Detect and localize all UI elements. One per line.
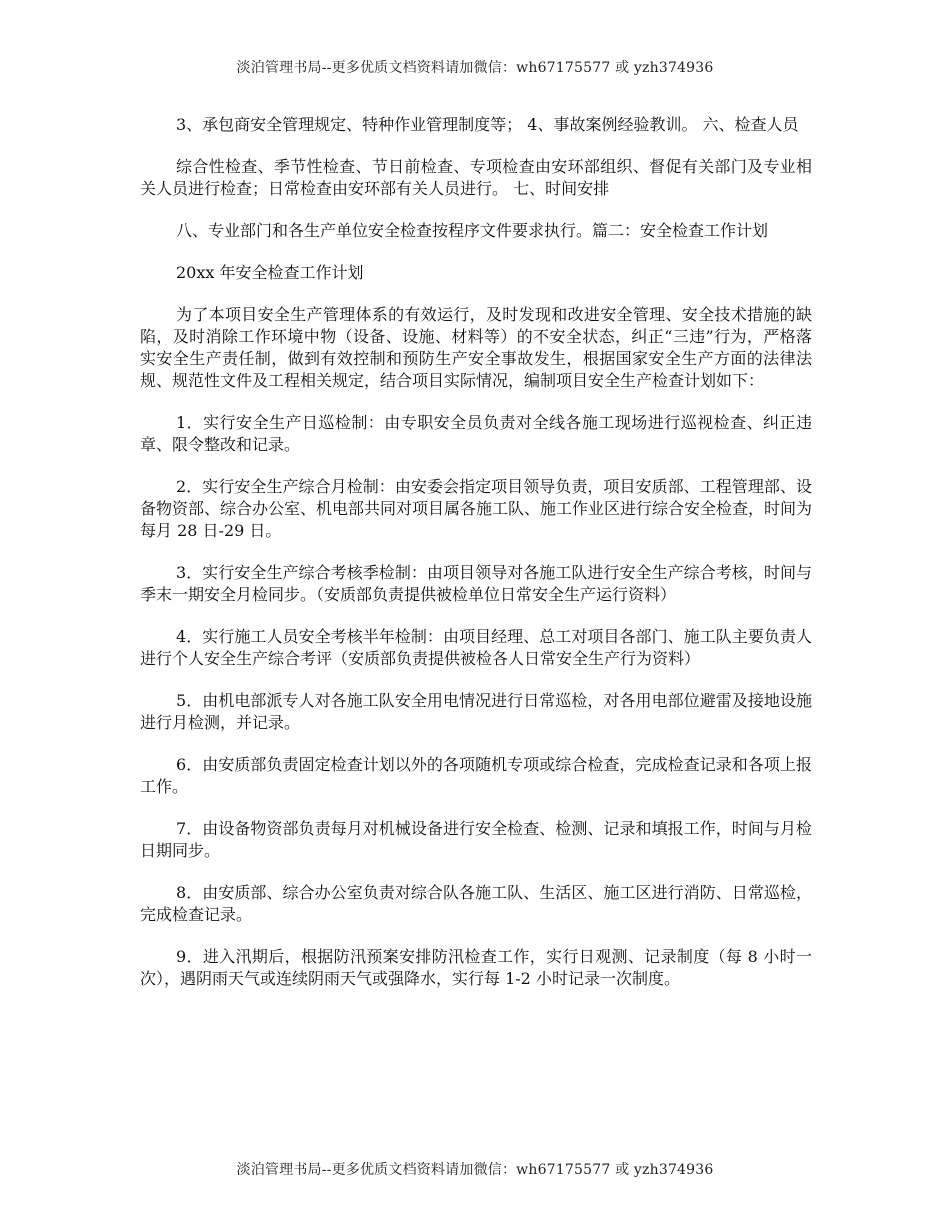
page-header: 淡泊管理书局--更多优质文档资料请加微信：wh67175577 或 yzh374936 (236, 60, 714, 76)
paragraph-inspection-staff: 综合性检查、季节性检查、节日前检查、专项检查由安环部组织、督促有关部门及专业相关人员进行检查；日常检查由安环部有关人员进行。 七、时间安排 (140, 157, 812, 198)
paragraph-item-8: 8．由安质部、综合办公室负责对综合队各施工队、生活区、施工区进行消防、日常巡检，完成检查记录。 (140, 883, 812, 924)
document-body (140, 114, 812, 1010)
paragraph-item-9: 9．进入汛期后，根据防汛预案安排防汛检查工作，实行日观测、记录制度（每 8 小时一次），遇阴雨天气或连续阴雨天气或强降水，实行每 1-2 小时记录一次制度。 (140, 947, 812, 988)
paragraph-item-3: 3．实行安全生产综合考核季检制：由项目领导对各施工队进行安全生产综合考核，时间与季末一期安全月检同步。（安质部负责提供被检单位日常安全生产运行资料） (140, 563, 812, 604)
paragraph-item-5: 5．由机电部派专人对各施工队安全用电情况进行日常巡检，对各用电部位避雷及接地设施进行月检测，并记录。 (140, 691, 812, 732)
paragraph-plan-title: 20xx 年安全检查工作计划 (176, 263, 364, 282)
paragraph-item-4: 4．实行施工人员安全考核半年检制：由项目经理、总工对项目各部门、施工队主要负责人进行个人安全生产综合考评（安质部负责提供被检各人日常安全生产行为资料） (140, 627, 812, 668)
paragraph-intro: 为了本项目安全生产管理体系的有效运行，及时发现和改进安全管理、安全技术措施的缺陷，及时消除工作环境中物（设备、设施、材料等）的不安全状态，纠正“三违”行为，严格落实安全生产责任制，做到有效控制和预防生产安全事故发生，根据国家安全生产方面的法律法规、规范性文件及工程相关规定，结合项目实际情况，编制项目安全生产检查计划如下： (140, 305, 812, 390)
paragraph-item-6: 6．由安质部负责固定检查计划以外的各项随机专项或综合检查，完成检查记录和各项上报工作。 (140, 755, 812, 796)
paragraph-execution: 八、专业部门和各生产单位安全检查按程序文件要求执行。篇二：安全检查工作计划 (176, 221, 769, 240)
paragraph-item-7: 7．由设备物资部负责每月对机械设备进行安全检查、检测、记录和填报工作，时间与月检日期同步。 (140, 819, 812, 860)
paragraph-item-2: 2．实行安全生产综合月检制：由安委会指定项目领导负责，项目安质部、工程管理部、设备物资部、综合办公室、机电部共同对项目属各施工队、施工作业区进行综合安全检查，时间为每月 28 日-29 日。 (140, 477, 813, 540)
paragraph-inspection-content: 3、承包商安全管理规定、特种作业管理制度等； 4、事故案例经验教训。 六、检查人员 (176, 115, 799, 134)
page-footer: 淡泊管理书局--更多优质文档资料请加微信：wh67175577 或 yzh374936 (236, 1162, 714, 1178)
paragraph-item-1: 1．实行安全生产日巡检制：由专职安全员负责对全线各施工现场进行巡视检查、纠正违章、限令整改和记录。 (140, 413, 812, 454)
